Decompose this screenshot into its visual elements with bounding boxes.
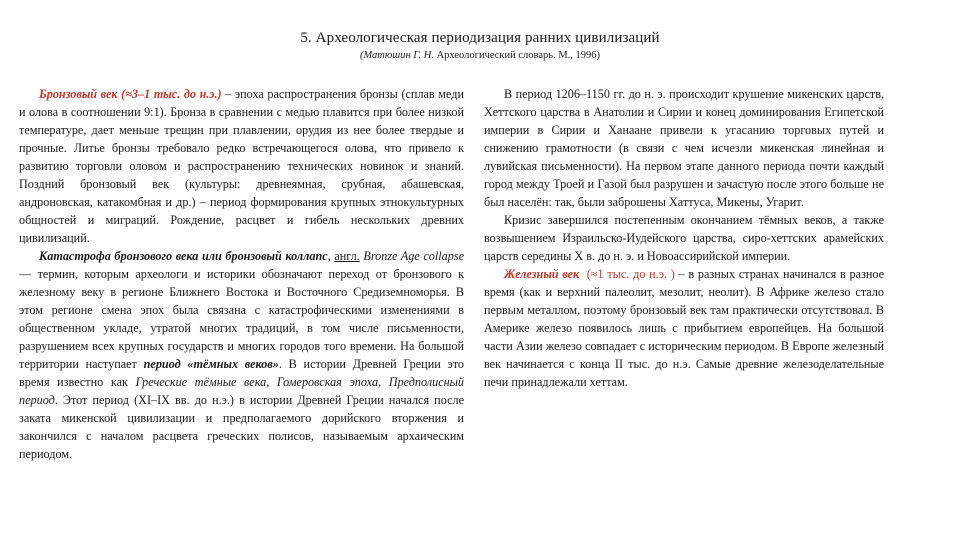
citation-rest: Археологический словарь. М., 1996) xyxy=(436,50,601,61)
abbr-english: англ. xyxy=(334,249,360,263)
bronze-collapse-paragraph: Катастрофа бронзового века или бронзовый коллапс, англ. Bronze Age collapse — термин, которым археологи и историки обозначают переход от бронзового к железному веку в регионе Ближнего Востока и Восточного Средиземноморья. В этом регионе смена эпох была связана с катастрофическими изменениями в общественном укладе, утратой многих традиций, в том числе письменности, разрушением всех крупных государств и многих городов того времени. На большой территории наступает период «тёмных веков». В истории Древней Греции это время известно как Греческие тёмные века, Гомеровская эпоха, Предполисный период. Этот период (XI–IX вв. до н.э.) в истории Древней Греции начался после заката микенской цивилизации и предполагаемого дорийского вторжения и закончился с началом расцвета греческих полисов, называемым архаическим периодом. xyxy=(19,249,465,461)
greek-dark-ages-names: Греческие тёмные века, Гомеровская эпоха, Предполисный период xyxy=(19,375,464,407)
iron-age-term: Железный век xyxy=(504,267,580,281)
bronze-age-paragraph xyxy=(19,85,464,247)
bronze-collapse-term: Катастрофа бронзового века или бронзовый коллапс xyxy=(39,249,328,263)
english-term: Bronze Age collapse xyxy=(363,249,465,263)
iron-age-range: (≈1 тыс. до н.э. ) xyxy=(586,267,675,281)
iron-age-paragraph xyxy=(484,265,884,391)
slide-title: 5. Археологическая периодизация ранних цивилизаций xyxy=(300,30,660,46)
dark-ages-term: период «тёмных веков» xyxy=(143,357,279,371)
iron-age-text: – в разных странах начинался в разное время (как и верхний палеолит, мезолит, неолит). В Африке железо стало первым металлом, поэтому бронзовый век там практически отсутствовал. В Америке железо появилось лишь с прибытием европейцев. На большой части Азии железо совпадает с историческим периодом. В Европе железный век начинается с конца II тыс. до н.э. Самые древние железоделательные печи принадлежали хеттам. xyxy=(484,267,884,389)
source-citation xyxy=(0,50,960,61)
crisis-end-paragraph: Кризис завершился постепенным окончанием тёмных веков, а также возвышением Израильско-Иудейского царства, сиро-хеттских арамейских царств середины X в. до н. э. и Новоассирийской империи. xyxy=(484,213,884,263)
bronze-age-text: – эпоха распространения бронзы (сплав меди и олова в соотношении 9:1). Бронза в сравнении с медью плавится при более низкой температуре, дает меньше трещин при плавлении, орудия из нее более твердые и прочные. Литье бронзы требовало редко встречающегося олова, что привело к развитию торговли оловом и распространению технических новинок и знаний. Поздний бронзовый век (культуры: древнеямная, срубная, абашевская, андроновская, катакомбная и др.) – период формирования крупных этнокультурных общностей и миграций. Рождение, расцвет и гибель нескольких древних цивилизаций. xyxy=(19,87,464,245)
left-column xyxy=(19,85,464,463)
citation-author: (Матюшин Г. Н. xyxy=(359,50,437,61)
bronze-age-term: Бронзовый век (≈3–1 тыс. до н.э.) xyxy=(39,87,222,101)
collapse-events-paragraph: В период 1206–1150 гг. до н. э. происходит крушение микенских царств, Хеттского царства в Анатолии и Сирии и конец доминирования Египетской империи в Сирии и Ханаане привели к угасанию торговых путей и снижению грамотности (в связи с чем исчезли микенская линейная и лувийская письменности). На первом этапе данного периода почти каждый город между Троей и Газой был разрушен и зачастую после этого больше не был населён: так, были заброшены Хаттуса, Микены, Угарит. xyxy=(484,87,884,209)
right-column xyxy=(484,85,884,391)
